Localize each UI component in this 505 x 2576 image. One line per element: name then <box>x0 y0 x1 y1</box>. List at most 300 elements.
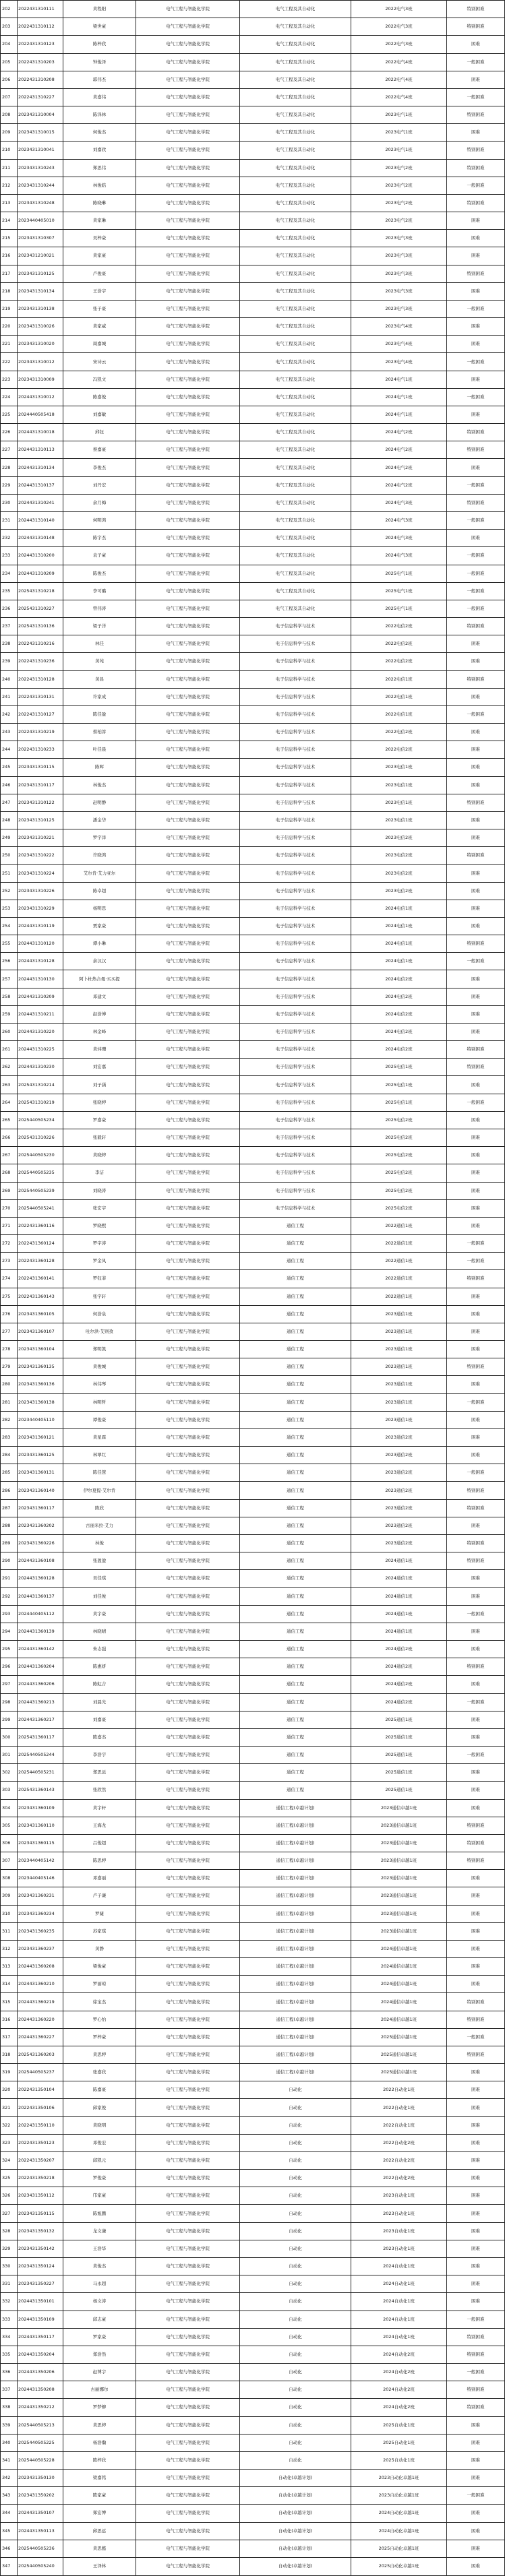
student-id-cell: 2022431310216 <box>18 635 63 653</box>
major-cell: 通信工程 <box>240 1605 351 1623</box>
category-cell: 困难 <box>447 900 505 917</box>
table-row <box>1 1799 505 1817</box>
row-number-cell: 251 <box>1 865 18 882</box>
class-cell: 2025通信卓越1班 <box>351 2064 447 2081</box>
row-number-cell: 305 <box>1 1817 18 1834</box>
table-row <box>1 1693 505 1711</box>
class-cell: 2023电信2班 <box>351 847 447 865</box>
row-number-cell: 342 <box>1 2470 18 2487</box>
table-row <box>1 106 505 124</box>
table-row <box>1 1870 505 1887</box>
college-cell: 电气工程与智能化学院 <box>136 829 240 847</box>
table-row <box>1 1270 505 1288</box>
table-row <box>1 424 505 441</box>
name-cell: 阿卜杜热合曼·买买提 <box>63 970 136 988</box>
category-cell: 特别困难 <box>447 142 505 159</box>
college-cell: 电气工程与智能化学院 <box>136 2540 240 2557</box>
table-row <box>1 2170 505 2187</box>
category-cell: 困难 <box>447 1711 505 1728</box>
row-number-cell: 270 <box>1 1199 18 1217</box>
student-id-cell: 2023431360115 <box>18 1834 63 1852</box>
row-number-cell: 347 <box>1 2557 18 2575</box>
class-cell: 2023电气3班 <box>351 300 447 317</box>
name-cell: 黄家琳 <box>63 212 136 230</box>
name-cell: 林伟琴 <box>63 1376 136 1393</box>
college-cell: 电气工程与智能化学院 <box>136 71 240 88</box>
college-cell: 电气工程与智能化学院 <box>136 2364 240 2381</box>
row-number-cell: 248 <box>1 811 18 829</box>
student-id-cell: 2022431310203 <box>18 53 63 71</box>
name-cell: 何明鸿 <box>63 511 136 529</box>
table-row <box>1 2134 505 2151</box>
student-id-cell: 2023431310122 <box>18 794 63 811</box>
name-cell: 刘嘉欣 <box>63 142 136 159</box>
class-cell: 2024自动化2班 <box>351 2399 447 2416</box>
category-cell: 特别困难 <box>447 494 505 511</box>
class-cell: 2023电信1班 <box>351 794 447 811</box>
student-id-cell: 2023431310224 <box>18 865 63 882</box>
name-cell: 刘丹宏 <box>63 476 136 494</box>
major-cell: 自动化 <box>240 2081 351 2099</box>
table-row <box>1 2328 505 2346</box>
table-row <box>1 1976 505 1993</box>
category-cell: 一般困难 <box>447 53 505 71</box>
student-id-cell: 2024431310128 <box>18 953 63 970</box>
category-cell: 困难 <box>447 970 505 988</box>
student-id-cell: 2025431310226 <box>18 1129 63 1147</box>
category-cell: 特别困难 <box>447 670 505 688</box>
name-cell: 张宏宇 <box>63 1199 136 1217</box>
student-id-cell: 2025431310214 <box>18 1076 63 1094</box>
name-cell: 黄宇轩 <box>63 1799 136 1817</box>
row-number-cell: 325 <box>1 2170 18 2187</box>
student-id-cell: 2022431310127 <box>18 705 63 723</box>
row-number-cell: 343 <box>1 2487 18 2505</box>
table-row <box>1 1711 505 1728</box>
table-row <box>1 1676 505 1693</box>
college-cell: 电气工程与智能化学院 <box>136 2170 240 2187</box>
student-id-cell: 2023431310138 <box>18 300 63 317</box>
category-cell: 一般困难 <box>447 1464 505 1482</box>
student-id-cell: 2023440405142 <box>18 1852 63 1870</box>
table-row <box>1 2099 505 2116</box>
name-cell: 张盈盈 <box>63 1552 136 1570</box>
major-cell: 电气工程及其自动化 <box>240 1 351 18</box>
college-cell: 电气工程与智能化学院 <box>136 1428 240 1446</box>
college-cell: 电气工程与智能化学院 <box>136 724 240 741</box>
major-cell: 电子信息科学与技术 <box>240 705 351 723</box>
student-id-cell: 2022431350207 <box>18 2151 63 2169</box>
class-cell: 2024通信1班 <box>351 1570 447 1588</box>
table-row <box>1 1605 505 1623</box>
college-cell: 电气工程与智能化学院 <box>136 1834 240 1852</box>
table-row <box>1 318 505 336</box>
name-cell: 陈宇杰 <box>63 530 136 547</box>
table-row <box>1 2346 505 2363</box>
class-cell: 2023电信2班 <box>351 865 447 882</box>
table-row <box>1 247 505 265</box>
student-id-cell: 2023431360138 <box>18 1393 63 1411</box>
name-cell: 余汉汉 <box>63 953 136 970</box>
class-cell: 2025电气1班 <box>351 600 447 617</box>
table-row <box>1 970 505 988</box>
category-cell: 困难 <box>447 1111 505 1129</box>
name-cell: 林俊 <box>63 1534 136 1552</box>
table-row <box>1 2046 505 2063</box>
name-cell: 邱志豪 <box>63 2311 136 2328</box>
name-cell: 罗晓熙 <box>63 1217 136 1234</box>
class-cell: 2023电气3班 <box>351 282 447 300</box>
name-cell: 李洁 <box>63 1164 136 1182</box>
row-number-cell: 230 <box>1 494 18 511</box>
name-cell: 古丽米拉·艾力 <box>63 1517 136 1534</box>
category-cell: 特别困难 <box>447 1993 505 2011</box>
student-id-cell: 2024431360137 <box>18 1588 63 1605</box>
name-cell: 赵明静 <box>63 794 136 811</box>
class-cell: 2024通信1班 <box>351 1605 447 1623</box>
table-row <box>1 194 505 212</box>
college-cell: 电气工程与智能化学院 <box>136 1094 240 1111</box>
class-cell: 2024自动化1班 <box>351 2293 447 2311</box>
student-id-cell: 2025440505231 <box>18 1764 63 1782</box>
category-cell: 一般困难 <box>447 953 505 970</box>
major-cell: 电子信息科学与技术 <box>240 1182 351 1199</box>
table-row <box>1 53 505 71</box>
college-cell: 电气工程与智能化学院 <box>136 2416 240 2434</box>
name-cell: 马永超 <box>63 2275 136 2293</box>
table-row <box>1 476 505 494</box>
category-cell: 特别困难 <box>447 1552 505 1570</box>
student-id-cell: 2025431310219 <box>18 1094 63 1111</box>
college-cell: 电气工程与智能化学院 <box>136 900 240 917</box>
row-number-cell: 279 <box>1 1358 18 1376</box>
row-number-cell: 260 <box>1 1023 18 1040</box>
student-id-cell: 2025440505225 <box>18 2434 63 2451</box>
name-cell: 卢俊豪 <box>63 265 136 282</box>
college-cell: 电气工程与智能化学院 <box>136 124 240 142</box>
class-cell: 2024电信1班 <box>351 953 447 970</box>
major-cell: 通信工程 <box>240 1270 351 1288</box>
college-cell: 电气工程与智能化学院 <box>136 2240 240 2257</box>
name-cell: 吐尔洪·艾则孜 <box>63 1323 136 1340</box>
table-row <box>1 1 505 18</box>
row-number-cell: 226 <box>1 424 18 441</box>
table-row <box>1 1482 505 1499</box>
major-cell: 电子信息科学与技术 <box>240 653 351 670</box>
table-row <box>1 618 505 635</box>
student-id-cell: 2023431360110 <box>18 1817 63 1834</box>
class-cell: 2025自动化1班 <box>351 2416 447 2434</box>
name-cell: 刘嘉敏 <box>63 406 136 423</box>
student-id-cell: 2025440505235 <box>18 1164 63 1182</box>
college-cell: 电气工程与智能化学院 <box>136 953 240 970</box>
class-cell: 2024自动化2班 <box>351 2364 447 2381</box>
college-cell: 电气工程与智能化学院 <box>136 705 240 723</box>
major-cell: 通信工程(卓越计划) <box>240 2028 351 2046</box>
name-cell: 黄晓婷 <box>63 1147 136 1164</box>
major-cell: 电子信息科学与技术 <box>240 1041 351 1059</box>
category-cell: 一般困难 <box>447 582 505 600</box>
table-row <box>1 776 505 794</box>
category-cell: 特别困难 <box>447 1658 505 1676</box>
student-id-cell: 2023431310004 <box>18 106 63 124</box>
category-cell: 困难 <box>447 2064 505 2081</box>
student-id-cell: 2024431310012 <box>18 388 63 406</box>
student-id-cell: 2022431310123 <box>18 36 63 53</box>
row-number-cell: 315 <box>1 1993 18 2011</box>
name-cell: 宋诗云 <box>63 353 136 371</box>
student-id-cell: 2022431310233 <box>18 741 63 759</box>
class-cell: 2023通信2班 <box>351 1517 447 1534</box>
major-cell: 通信工程(卓越计划) <box>240 1852 351 1870</box>
name-cell: 吴梓豪 <box>63 230 136 247</box>
category-cell: 特别困难 <box>447 2328 505 2346</box>
category-cell: 一般困难 <box>447 2028 505 2046</box>
major-cell: 通信工程 <box>240 1288 351 1305</box>
college-cell: 电气工程与智能化学院 <box>136 1147 240 1164</box>
major-cell: 自动化 <box>240 2240 351 2257</box>
class-cell: 2023通信卓越1班 <box>351 1817 447 1834</box>
class-cell: 2022电信2班 <box>351 635 447 653</box>
student-id-cell: 2023431360125 <box>18 1447 63 1464</box>
table-row <box>1 2470 505 2487</box>
table-row <box>1 371 505 388</box>
name-cell: 赵浩博 <box>63 1005 136 1023</box>
name-cell: 罗丽琼 <box>63 1976 136 1993</box>
table-row <box>1 353 505 371</box>
table-row <box>1 230 505 247</box>
major-cell: 通信工程 <box>240 1640 351 1658</box>
row-number-cell: 212 <box>1 177 18 194</box>
class-cell: 2024电信2班 <box>351 1023 447 1040</box>
major-cell: 电子信息科学与技术 <box>240 1147 351 1164</box>
category-cell: 困难 <box>447 1288 505 1305</box>
class-cell: 2025电信2班 <box>351 1129 447 1147</box>
class-cell: 2023电信2班 <box>351 882 447 900</box>
category-cell: 困难 <box>447 459 505 476</box>
category-cell: 一般困难 <box>447 600 505 617</box>
table-row <box>1 1905 505 1922</box>
row-number-cell: 326 <box>1 2187 18 2205</box>
class-cell: 2023通信卓越1班 <box>351 1870 447 1887</box>
row-number-cell: 323 <box>1 2134 18 2151</box>
class-cell: 2024自动化卓越1班 <box>351 2522 447 2540</box>
name-cell: 吴佳琪 <box>63 1570 136 1588</box>
row-number-cell: 208 <box>1 106 18 124</box>
name-cell: 罗婕 <box>63 1905 136 1922</box>
student-id-cell: 2024431350208 <box>18 2381 63 2399</box>
class-cell: 2023电信1班 <box>351 759 447 776</box>
row-number-cell: 225 <box>1 406 18 423</box>
student-id-cell: 2025440505241 <box>18 1199 63 1217</box>
class-cell: 2023电信2班 <box>351 829 447 847</box>
college-cell: 电气工程与智能化学院 <box>136 1217 240 1234</box>
row-number-cell: 322 <box>1 2116 18 2134</box>
category-cell: 困难 <box>447 1905 505 1922</box>
student-id-cell: 2023431360107 <box>18 1323 63 1340</box>
row-number-cell: 255 <box>1 935 18 953</box>
college-cell: 电气工程与智能化学院 <box>136 406 240 423</box>
table-row <box>1 1658 505 1676</box>
student-id-cell: 2024431360139 <box>18 1623 63 1640</box>
class-cell: 2023自动化1班 <box>351 2240 447 2257</box>
major-cell: 自动化(卓越计划) <box>240 2557 351 2575</box>
student-id-cell: 2023431360202 <box>18 1517 63 1534</box>
major-cell: 电子信息科学与技术 <box>240 900 351 917</box>
class-cell: 2024电气2班 <box>351 424 447 441</box>
major-cell: 电气工程及其自动化 <box>240 441 351 459</box>
table-row <box>1 1940 505 1957</box>
college-cell: 电气工程与智能化学院 <box>136 1711 240 1728</box>
category-cell: 困难 <box>447 212 505 230</box>
major-cell: 电子信息科学与技术 <box>240 670 351 688</box>
name-cell: 李俊杰 <box>63 459 136 476</box>
class-cell: 2024通信卓越1班 <box>351 1958 447 1976</box>
college-cell: 电气工程与智能化学院 <box>136 1341 240 1358</box>
row-number-cell: 295 <box>1 1640 18 1658</box>
class-cell: 2022自动化2班 <box>351 2134 447 2151</box>
class-cell: 2024通信卓越1班 <box>351 1993 447 2011</box>
row-number-cell: 289 <box>1 1534 18 1552</box>
college-cell: 电气工程与智能化学院 <box>136 2064 240 2081</box>
table-row <box>1 1464 505 1482</box>
table-row <box>1 653 505 670</box>
row-number-cell: 311 <box>1 1922 18 1940</box>
college-cell: 电气工程与智能化学院 <box>136 1940 240 1957</box>
name-cell: 林明哲 <box>63 1393 136 1411</box>
name-cell: 林俊杰 <box>63 776 136 794</box>
class-cell: 2023通信2班 <box>351 1482 447 1499</box>
student-id-cell: 2024431360217 <box>18 1711 63 1728</box>
name-cell: 陈梓欣 <box>63 36 136 53</box>
student-id-cell: 2022431350218 <box>18 2170 63 2187</box>
college-cell: 电气工程与智能化学院 <box>136 988 240 1005</box>
major-cell: 电气工程及其自动化 <box>240 459 351 476</box>
table-row <box>1 1499 505 1517</box>
category-cell: 困难 <box>447 1782 505 1799</box>
student-id-cell: 2024431360142 <box>18 1640 63 1658</box>
student-id-cell: 2024431310134 <box>18 459 63 476</box>
class-cell: 2024自动化1班 <box>351 2328 447 2346</box>
name-cell: 陈佳盈 <box>63 705 136 723</box>
table-row <box>1 1005 505 1023</box>
major-cell: 通信工程 <box>240 1570 351 1588</box>
student-id-cell: 2022431310112 <box>18 18 63 36</box>
name-cell: 黄思婷 <box>63 2046 136 2063</box>
major-cell: 通信工程(卓越计划) <box>240 1940 351 1957</box>
student-id-cell: 2024431310113 <box>18 441 63 459</box>
class-cell: 2023电气2班 <box>351 159 447 177</box>
student-id-cell: 2022431360116 <box>18 1217 63 1234</box>
class-cell: 2023自动化卓越1班 <box>351 2470 447 2487</box>
class-cell: 2022通信1班 <box>351 1235 447 1253</box>
table-row <box>1 1552 505 1570</box>
class-cell: 2024电信2班 <box>351 988 447 1005</box>
major-cell: 电子信息科学与技术 <box>240 988 351 1005</box>
major-cell: 通信工程 <box>240 1358 351 1376</box>
major-cell: 自动化(卓越计划) <box>240 2470 351 2487</box>
row-number-cell: 253 <box>1 900 18 917</box>
row-number-cell: 298 <box>1 1693 18 1711</box>
class-cell: 2025通信1班 <box>351 1711 447 1728</box>
row-number-cell: 282 <box>1 1411 18 1428</box>
category-cell: 困难 <box>447 1517 505 1534</box>
college-cell: 电气工程与智能化学院 <box>136 882 240 900</box>
name-cell: 黄苑 <box>63 653 136 670</box>
name-cell: 潘金华 <box>63 811 136 829</box>
name-cell: 郑思远 <box>63 1764 136 1782</box>
class-cell: 2024电信1班 <box>351 900 447 917</box>
name-cell: 李浩宇 <box>63 1747 136 1764</box>
college-cell: 电气工程与智能化学院 <box>136 1605 240 1623</box>
row-number-cell: 224 <box>1 388 18 406</box>
name-cell: 林翠红 <box>63 1447 136 1464</box>
major-cell: 通信工程 <box>240 1676 351 1693</box>
student-id-cell: 2024440405112 <box>18 1605 63 1623</box>
college-cell: 电气工程与智能化学院 <box>136 1658 240 1676</box>
class-cell: 2024通信卓越1班 <box>351 1940 447 1957</box>
table-row <box>1 1623 505 1640</box>
student-id-cell: 2023431360104 <box>18 1341 63 1358</box>
name-cell: 张子豪 <box>63 300 136 317</box>
student-id-cell: 2024431350212 <box>18 2399 63 2416</box>
college-cell: 电气工程与智能化学院 <box>136 1552 240 1570</box>
class-cell: 2024自动化2班 <box>351 2346 447 2363</box>
table-row <box>1 282 505 300</box>
name-cell: 罗俊豪 <box>63 2170 136 2187</box>
class-cell: 2025电信2班 <box>351 1111 447 1129</box>
category-cell: 一般困难 <box>447 2364 505 2381</box>
row-number-cell: 320 <box>1 2081 18 2099</box>
category-cell: 一般困难 <box>447 1253 505 1270</box>
category-cell: 特别困难 <box>447 1834 505 1852</box>
student-id-cell: 2023431310125 <box>18 265 63 282</box>
row-number-cell: 264 <box>1 1094 18 1111</box>
major-cell: 电气工程及其自动化 <box>240 247 351 265</box>
table-body <box>1 1 505 2576</box>
class-cell: 2024电气2班 <box>351 441 447 459</box>
table-row <box>1 459 505 476</box>
name-cell: 黄嘉伟 <box>63 88 136 106</box>
row-number-cell: 314 <box>1 1976 18 1993</box>
row-number-cell: 247 <box>1 794 18 811</box>
class-cell: 2023通信卓越1班 <box>351 1887 447 1905</box>
category-cell: 困难 <box>447 2416 505 2434</box>
class-cell: 2024电气3班 <box>351 530 447 547</box>
category-cell: 困难 <box>447 1764 505 1782</box>
name-cell: 古丽娜尔 <box>63 2381 136 2399</box>
table-row <box>1 18 505 36</box>
class-cell: 2024通信1班 <box>351 1588 447 1605</box>
major-cell: 电子信息科学与技术 <box>240 1094 351 1111</box>
class-cell: 2023通信1班 <box>351 1411 447 1428</box>
category-cell: 特别困难 <box>447 2381 505 2399</box>
student-id-cell: 2023431350227 <box>18 2275 63 2293</box>
major-cell: 自动化 <box>240 2116 351 2134</box>
student-id-cell: 2023431360140 <box>18 1482 63 1499</box>
name-cell: 陈旭鹏 <box>63 2205 136 2222</box>
table-row <box>1 724 505 741</box>
student-id-cell: 2022431350123 <box>18 2134 63 2151</box>
student-id-cell: 2023431310020 <box>18 336 63 353</box>
major-cell: 通信工程 <box>240 1517 351 1534</box>
name-cell: 黄思婷 <box>63 2416 136 2434</box>
name-cell: 苏家琪 <box>63 1922 136 1940</box>
name-cell: 黄俊城 <box>63 1358 136 1376</box>
name-cell: 钟俊泽 <box>63 53 136 71</box>
row-number-cell: 219 <box>1 300 18 317</box>
college-cell: 电气工程与智能化学院 <box>136 300 240 317</box>
